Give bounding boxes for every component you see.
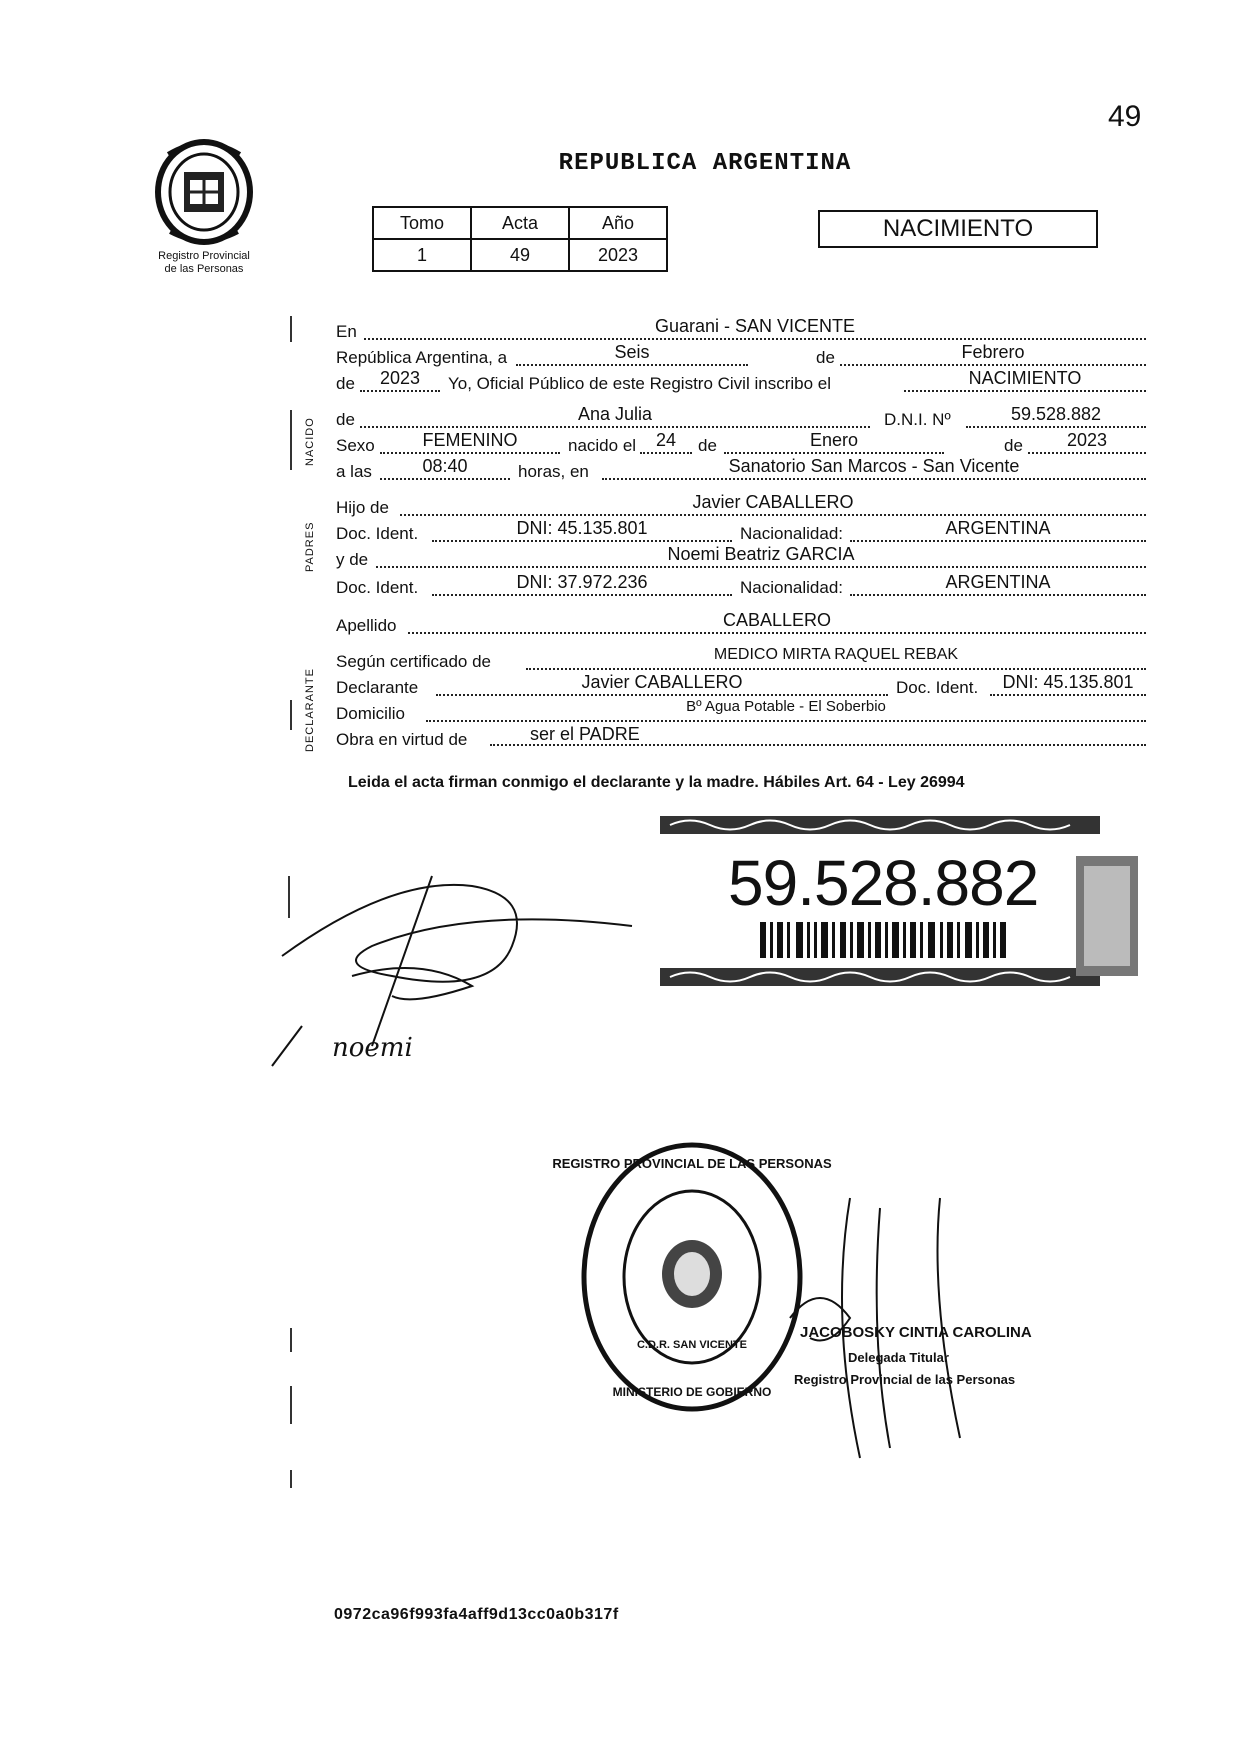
reference-table: [372, 206, 668, 272]
side-label-nacido: NACIDO: [304, 417, 316, 466]
label-declarante: Declarante: [336, 678, 419, 697]
label-obra: Obra en virtud de: [336, 730, 468, 749]
label-a-las: a las: [336, 462, 372, 481]
margin-bar: [290, 700, 292, 730]
label-y-de: y de: [336, 550, 369, 569]
field-address: Bº Agua Potable - El Soberbio: [426, 698, 1146, 722]
declarant-signature: [272, 856, 652, 1070]
row-capacity: [336, 724, 1146, 748]
field-dni: 59.528.882: [966, 404, 1146, 428]
field-mother: Noemi Beatriz GARCIA: [376, 544, 1146, 568]
closing-note: Leida el acta firman conmigo el declarante y la madre. Hábiles Art. 64 - Ley 26994: [348, 774, 965, 791]
label-doc-ident: Doc. Ident.: [336, 524, 419, 543]
stamp-dni-number: 59.528.882: [728, 847, 1039, 919]
label-apellido: Apellido: [336, 616, 397, 635]
registry-line-1: Registro Provincial: [158, 250, 250, 262]
label-de: de: [336, 374, 355, 393]
reference-value-row: [373, 239, 667, 271]
reference-header-row: [373, 207, 667, 239]
label-de: de: [1004, 436, 1023, 455]
label-segun: Según certificado de: [336, 652, 491, 671]
official-name: JACOBOSKY CINTIA CAROLINA: [800, 1324, 1032, 1341]
label-hijo-de: Hijo de: [336, 498, 389, 517]
row-father-doc: [336, 518, 1146, 542]
label-republic: República Argentina, a: [336, 348, 508, 367]
row-certificate: [336, 646, 1146, 670]
record-type-box: NACIMIENTO: [818, 210, 1098, 248]
registry-label: [136, 250, 272, 276]
ref-header-anio: Año: [569, 207, 667, 239]
field-act-type: NACIMIENTO: [904, 368, 1146, 392]
label-domicilio: Domicilio: [336, 704, 405, 723]
field-father: Javier CABALLERO: [400, 492, 1146, 516]
field-father-nationality: ARGENTINA: [850, 518, 1146, 542]
row-place: [336, 316, 1146, 340]
row-date: [336, 342, 1146, 366]
side-label-declarante: DECLARANTE: [304, 668, 316, 752]
label-nacido-el: nacido el: [568, 436, 637, 455]
label-nacionalidad: Nacionalidad:: [740, 524, 844, 543]
label-dni-no: D.N.I. Nº: [884, 410, 951, 429]
page-number: 49: [1108, 100, 1142, 133]
field-time: 08:40: [380, 456, 510, 480]
label-doc-ident: Doc. Ident.: [896, 678, 979, 697]
label-sexo: Sexo: [336, 436, 375, 455]
field-declarant-doc: DNI: 45.135.801: [990, 672, 1146, 696]
label-en: En: [336, 322, 357, 341]
label-yo: Yo, Oficial Público de este Registro Civil inscribo el: [448, 374, 831, 393]
seal-ministry-text: MINISTERIO DE GOBIERNO: [612, 1385, 772, 1399]
field-certificate: MEDICO MIRTA RAQUEL REBAK: [526, 646, 1146, 670]
ref-value-acta: 49: [471, 239, 569, 271]
seal-office-text: C.D.R. SAN VICENTE: [636, 1339, 748, 1351]
row-surname: [336, 610, 1146, 634]
seal-outer-text: REGISTRO PROVINCIAL DE LAS PERSONAS: [552, 1156, 832, 1171]
row-mother: [336, 544, 1146, 568]
field-year: 2023: [360, 368, 440, 392]
document-hash: 0972ca96f993fa4aff9d13cc0a0b317f: [334, 1606, 619, 1623]
registry-line-2: de las Personas: [164, 263, 244, 275]
official-office: Registro Provincial de las Personas: [794, 1372, 1016, 1387]
label-doc-ident: Doc. Ident.: [336, 578, 419, 597]
row-time: [336, 456, 1146, 480]
side-label-padres: PADRES: [304, 521, 316, 572]
label-de: de: [336, 410, 355, 429]
ref-header-acta: Acta: [471, 207, 569, 239]
document-title: REPUBLICA ARGENTINA: [558, 150, 852, 177]
label-nacionalidad: Nacionalidad:: [740, 578, 844, 597]
ref-header-tomo: Tomo: [373, 207, 471, 239]
field-declarant: Javier CABALLERO: [436, 672, 888, 696]
row-year: [336, 368, 1146, 392]
field-day: Seis: [516, 342, 748, 366]
registry-seal: [552, 1138, 832, 1416]
row-declarant: [336, 672, 1146, 696]
row-sex: [336, 430, 1146, 454]
row-name: [336, 404, 1146, 428]
row-father: [336, 492, 1146, 516]
field-surname: CABALLERO: [408, 610, 1146, 634]
ref-value-tomo: 1: [373, 239, 471, 271]
label-de: de: [698, 436, 717, 455]
field-sex: FEMENINO: [380, 430, 560, 454]
field-birth-place: Sanatorio San Marcos - San Vicente: [602, 456, 1146, 480]
field-birth-year: 2023: [1028, 430, 1146, 454]
row-mother-doc: [336, 572, 1146, 596]
field-mother-doc: DNI: 37.972.236: [432, 572, 732, 596]
field-mother-nationality: ARGENTINA: [850, 572, 1146, 596]
field-name: Ana Julia: [360, 404, 870, 428]
row-address: [336, 698, 1146, 722]
mother-signature-text: noemi: [332, 1033, 413, 1063]
label-horas-en: horas, en: [518, 462, 589, 481]
margin-bar: [290, 1386, 292, 1424]
field-capacity: ser el PADRE: [490, 724, 1146, 746]
provincial-shield-logo: [148, 132, 260, 250]
margin-bar: [290, 410, 292, 470]
margin-bar: [290, 1328, 292, 1352]
field-month: Febrero: [840, 342, 1146, 366]
margin-bar: [290, 1470, 292, 1488]
field-father-doc: DNI: 45.135.801: [432, 518, 732, 542]
official-title: Delegada Titular: [848, 1350, 949, 1365]
label-de: de: [816, 348, 835, 367]
field-place: Guarani - SAN VICENTE: [364, 316, 1146, 340]
margin-bar: [290, 316, 292, 342]
field-birth-day: 24: [640, 430, 692, 454]
field-birth-month: Enero: [724, 430, 944, 454]
ref-value-anio: 2023: [569, 239, 667, 271]
